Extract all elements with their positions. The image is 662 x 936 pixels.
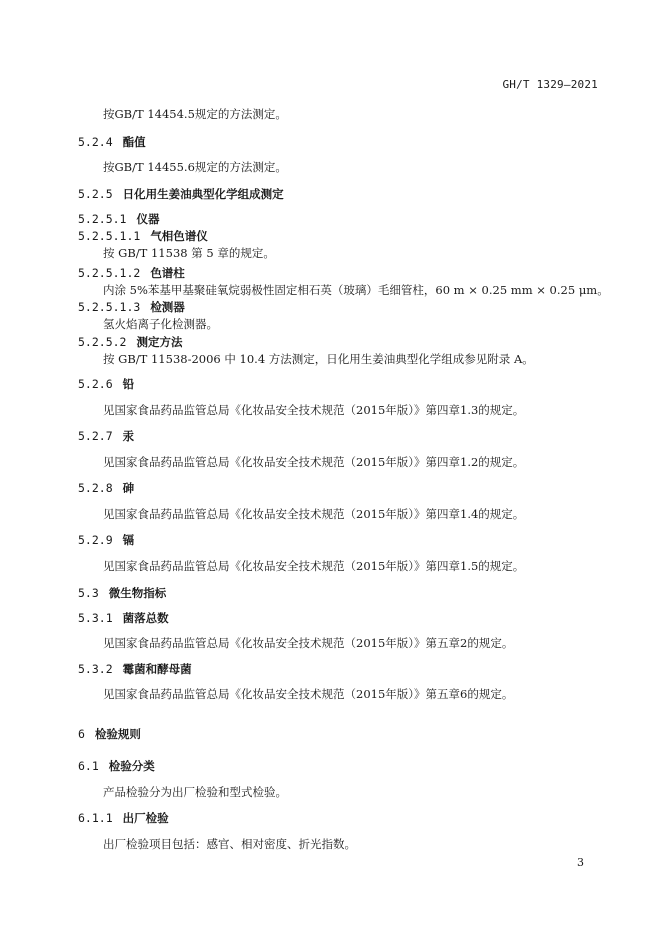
section-heading (78, 481, 134, 495)
section-number: 5.2.4 (78, 135, 113, 149)
section-title: 检验分类 (108, 759, 155, 773)
section-number: 5.2.9 (78, 533, 113, 547)
section-title: 仪器 (136, 212, 160, 226)
section-title: 测定方法 (136, 335, 183, 349)
section-title: 日化用生姜油典型化学组成测定 (122, 187, 284, 201)
section-heading (78, 135, 146, 149)
section-heading (78, 300, 185, 314)
body-paragraph: 见国家食品药品监管总局《化妆品安全技术规范（2015年版）》第五章6的规定。 (103, 687, 514, 701)
body-paragraph: 氢火焰离子化检测器。 (103, 317, 218, 331)
body-paragraph: 见国家食品药品监管总局《化妆品安全技术规范（2015年版）》第四章1.5的规定。 (103, 559, 525, 573)
section-number: 5.3.1 (78, 611, 113, 625)
section-title: 铅 (122, 377, 135, 391)
section-number: 6.1.1 (78, 811, 113, 825)
section-heading (78, 611, 169, 625)
body-paragraph: 按 GB/T 11538-2006 中 10.4 方法测定，日化用生姜油典型化学组成参见附录 A。 (103, 352, 534, 366)
section-number: 6.1 (78, 759, 99, 773)
section-title: 酯值 (122, 135, 146, 149)
section-title: 色谱柱 (150, 266, 185, 280)
body-paragraph: 按 GB/T 11538 第 5 章的规定。 (103, 246, 275, 260)
section-heading (78, 229, 208, 243)
section-title: 出厂检验 (122, 811, 169, 825)
section-title: 菌落总数 (122, 611, 169, 625)
section-heading (78, 187, 284, 201)
section-heading (78, 727, 141, 741)
section-number: 5.2.5.1.3 (78, 300, 141, 314)
section-heading (78, 335, 182, 349)
body-paragraph: 见国家食品药品监管总局《化妆品安全技术规范（2015年版）》第四章1.2的规定。 (103, 455, 525, 469)
section-heading (78, 586, 166, 600)
section-number: 5.3.2 (78, 662, 113, 676)
section-heading (78, 759, 155, 773)
section-title: 气相色谱仪 (150, 229, 208, 243)
document-code-header: GH/T 1329—2021 (502, 78, 598, 91)
section-number: 5.2.7 (78, 429, 113, 443)
body-paragraph: 出厂检验项目包括：感官、相对密度、折光指数。 (103, 837, 356, 851)
section-title: 镉 (122, 533, 135, 547)
section-heading (78, 533, 134, 547)
section-heading (78, 811, 169, 825)
section-number: 5.2.6 (78, 377, 113, 391)
section-number: 5.2.5.1.1 (78, 229, 141, 243)
body-paragraph: 按GB/T 14455.6规定的方法测定。 (103, 160, 287, 174)
section-title: 汞 (122, 429, 135, 443)
section-heading (78, 429, 134, 443)
section-heading (78, 377, 134, 391)
body-paragraph: 见国家食品药品监管总局《化妆品安全技术规范（2015年版）》第四章1.3的规定。 (103, 403, 525, 417)
section-number: 5.2.5.1.2 (78, 266, 141, 280)
body-paragraph: 产品检验分为出厂检验和型式检验。 (103, 785, 287, 799)
body-paragraph: 按GB/T 14454.5规定的方法测定。 (103, 107, 287, 121)
section-number: 5.3 (78, 586, 99, 600)
section-heading (78, 662, 192, 676)
section-title: 霉菌和酵母菌 (122, 662, 192, 676)
section-heading (78, 212, 159, 226)
page-number: 3 (577, 856, 584, 869)
section-title: 检测器 (150, 300, 185, 314)
section-number: 5.2.5.1 (78, 212, 127, 226)
section-title: 砷 (122, 481, 135, 495)
body-paragraph: 内涂 5%苯基甲基聚硅氧烷弱极性固定相石英（玻璃）毛细管柱，60 m × 0.25 mm × 0.25 μm。 (103, 283, 609, 297)
section-number: 5.2.8 (78, 481, 113, 495)
section-number: 5.2.5 (78, 187, 113, 201)
section-number: 5.2.5.2 (78, 335, 127, 349)
section-title: 检验规则 (94, 727, 141, 741)
section-title: 微生物指标 (108, 586, 167, 600)
body-paragraph: 见国家食品药品监管总局《化妆品安全技术规范（2015年版）》第四章1.4的规定。 (103, 507, 525, 521)
section-heading (78, 266, 185, 280)
body-paragraph: 见国家食品药品监管总局《化妆品安全技术规范（2015年版）》第五章2的规定。 (103, 636, 514, 650)
section-number: 6 (78, 727, 85, 741)
